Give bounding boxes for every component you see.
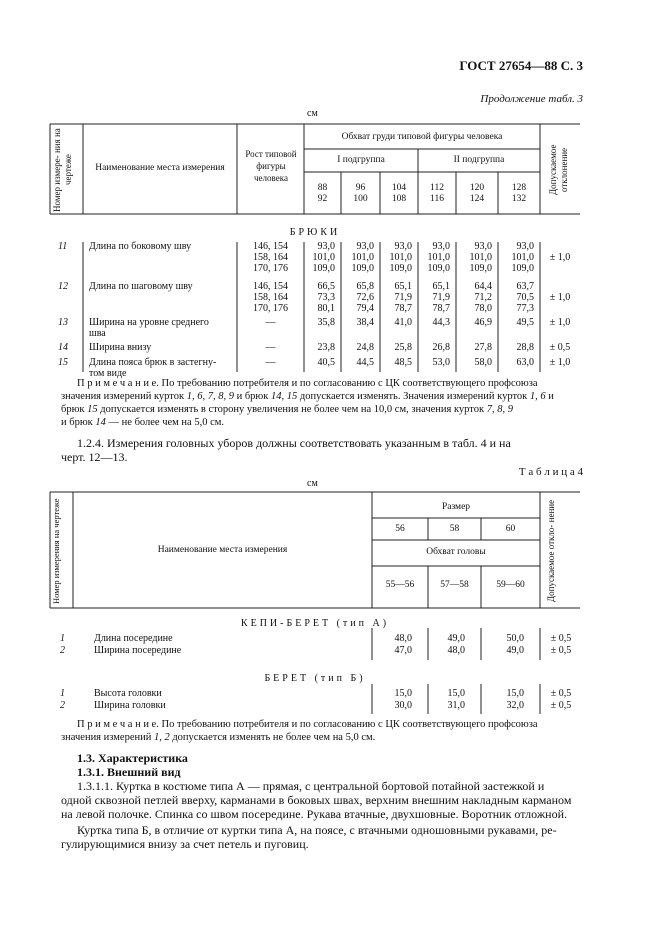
- table3-row-height: 158, 164: [253, 252, 288, 263]
- table3-cell: 109,0: [312, 263, 335, 274]
- para-1-2-4-line1: 1.2.4. Измерения головных уборов должны соответствовать указанным в табл. 4 и на: [77, 436, 511, 450]
- table4-row-tolerance: ± 0,5: [550, 688, 572, 699]
- table3-cell: 79,4: [356, 303, 374, 314]
- table3-cell: 44,5: [356, 357, 374, 368]
- note2: [61, 718, 583, 744]
- note1-text: допускается изменять в сторону увеличения не более чем на 10,0 см, значения курток: [97, 404, 487, 415]
- note2-ref: 1, 2: [153, 732, 170, 743]
- table4-col-head: Обхват головы: [426, 547, 486, 557]
- table3-cell: 27,8: [474, 342, 492, 353]
- paragraph-line: на левой полочке. Спинка со швом посередине. Рукава втачные, двухшовные. Воротник отложной.: [61, 807, 568, 821]
- table3-row-height: —: [265, 357, 276, 368]
- note1-lead: П р и м е ч а н и е.: [77, 378, 159, 389]
- table3-row-number: 11: [58, 241, 68, 252]
- table3-cell: 109,0: [427, 263, 450, 274]
- table3-row-name: Длина пояса брюк в застегну-: [89, 357, 217, 368]
- table3-col-name: Наименование места измерения: [95, 163, 225, 173]
- note1-text: и брюк: [61, 417, 96, 428]
- table4-cell: 49,0: [447, 633, 465, 644]
- table3-row-tolerance: ± 0,5: [549, 342, 571, 353]
- table3-size-label: 104: [391, 183, 407, 193]
- table3-cell: 93,0: [474, 241, 492, 252]
- table3-cell: 38,4: [356, 317, 374, 328]
- note1-ref: 1, 6, 7, 8, 9: [186, 391, 234, 402]
- paragraph-line: гулирующимися внизу за счет петель и пуговиц.: [61, 837, 309, 851]
- paragraph-line: одной сквозной петлей вверху, карманами в боковых швах, верхним внешним накладным карманом: [61, 793, 572, 807]
- table3-cell: 93,0: [432, 241, 450, 252]
- table4-cell: 32,0: [506, 700, 524, 711]
- page-header: ГОСТ 27654—88 С. 3: [459, 58, 583, 73]
- table3-cell: 77,3: [516, 303, 534, 314]
- table3-cell: 65,8: [356, 281, 374, 292]
- table4-range-label: 59—60: [496, 580, 525, 590]
- table3-cell: 101,0: [469, 252, 492, 263]
- note1: [61, 377, 583, 429]
- note1-text: значения измерений курток: [61, 391, 187, 402]
- table3-row-tolerance: ± 1,0: [549, 357, 571, 368]
- table3-cell: 26,8: [432, 342, 450, 353]
- table3-cell: 101,0: [511, 252, 534, 263]
- table4-row-number: 2: [60, 645, 65, 656]
- note1-text: и брюк: [233, 391, 271, 402]
- table3-row-tolerance: ± 1,0: [549, 292, 571, 303]
- table3-col-chest: Обхват груди типовой фигуры человека: [341, 132, 503, 142]
- table4-col-tolerance: Допускаемое откло- нение: [546, 499, 556, 603]
- table3-size-label: 124: [469, 194, 485, 204]
- table3-cell: 109,0: [469, 263, 492, 274]
- table3-cell: 78,0: [474, 303, 492, 314]
- table4-title: Т а б л и ц а 4: [518, 466, 583, 478]
- table3-cell: 80,1: [317, 303, 335, 314]
- table3-row-height: 170, 176: [253, 303, 288, 314]
- section-1-3-1-heading: 1.3.1. Внешний вид: [77, 765, 181, 779]
- unit-label: см: [307, 108, 318, 119]
- table3-cell: 93,0: [356, 241, 374, 252]
- table3-row-number: 13: [58, 317, 68, 328]
- table3-size-label: 108: [391, 194, 407, 204]
- table3-row-number: 14: [58, 342, 68, 353]
- note1-text: допускается изменять. Значения измерений курток: [297, 391, 530, 402]
- table3-cell: 46,9: [474, 317, 492, 328]
- table4-section-title: БЕРЕТ (тип Б): [264, 673, 366, 684]
- table4-cell: 50,0: [506, 633, 524, 644]
- note1-text: — не более чем на 5,0 см.: [105, 417, 225, 428]
- table4-range-label: 55—56: [385, 580, 415, 590]
- table3-size-label: 100: [353, 194, 368, 204]
- table3-row-height: —: [265, 317, 276, 328]
- paragraph-line: Куртка типа Б, в отличие от куртки типа А, на поясе, с втачными одношовными рукавами, ре-: [77, 823, 557, 837]
- table4-row-name: Длина посередине: [94, 633, 173, 644]
- table3-row-name: том виде: [89, 368, 127, 379]
- note1-ref: 1, 6: [529, 391, 546, 402]
- note2-text: значения измерений: [61, 732, 154, 743]
- table3-cell: 41,0: [394, 317, 412, 328]
- table3-row-name: Ширина на уровне среднего: [89, 317, 209, 328]
- table4-cell: 15,0: [506, 688, 524, 699]
- paragraph-line: 1.3.1.1. Куртка в костюме типа А — прямая, с центральной бортовой потайной застежкой и: [77, 779, 545, 793]
- table3-cell: 73,3: [317, 292, 335, 303]
- table4-col-name: Наименование места измерения: [157, 545, 288, 555]
- table3-size-label: 88: [317, 183, 328, 193]
- table3-size-label: 132: [511, 194, 527, 204]
- table4-row-number: 1: [60, 688, 65, 699]
- table3-cell: 63,7: [516, 281, 534, 292]
- table3-cell: 72,6: [356, 292, 374, 303]
- table3-cell: 101,0: [312, 252, 335, 263]
- table4-col-number: Номер измерения на чертеже: [51, 498, 61, 604]
- table3-group1: I подгруппа: [337, 155, 385, 165]
- table3-row-tolerance: ± 1,0: [549, 317, 571, 328]
- table3-size-label: 128: [511, 183, 527, 193]
- table3-cell: 65,1: [394, 281, 412, 292]
- table4-row-tolerance: ± 0,5: [550, 700, 572, 711]
- table3-cell: 109,0: [511, 263, 534, 274]
- table3-cell: 58,0: [474, 357, 492, 368]
- table4-size-label: 56: [395, 524, 405, 534]
- table3-cell: 71,9: [394, 292, 412, 303]
- table3-col-number: Номер измере- ния на чертеже: [52, 128, 73, 212]
- para-1-2-4-line2: черт. 12—13.: [61, 450, 128, 464]
- table3-row-name: шва: [89, 328, 106, 339]
- table4-cell: 47,0: [394, 645, 412, 656]
- table3-cell: 25,8: [394, 342, 412, 353]
- paragraph-type-b: [61, 823, 583, 851]
- table3-cell: 40,5: [317, 357, 335, 368]
- table3-cell: 28,8: [516, 342, 534, 353]
- table4-col-size: Размер: [441, 502, 471, 512]
- table3-cell: 101,0: [427, 252, 450, 263]
- note2-text: допускается изменять не более чем на 5,0 см.: [169, 732, 376, 743]
- table3-cell: 70,5: [516, 292, 534, 303]
- table4-section-title: КЕПИ-БЕРЕТ (тип А): [240, 618, 390, 629]
- table4-cell: 15,0: [447, 688, 465, 699]
- table4-cell: 48,0: [447, 645, 465, 656]
- table4-size-label: 60: [505, 524, 516, 534]
- table3-cell: 65,1: [432, 281, 450, 292]
- note1-ref: 15: [87, 404, 98, 415]
- table3-cell: 24,8: [356, 342, 374, 353]
- note1-ref: 7, 8, 9: [486, 404, 513, 415]
- table3-cell: 93,0: [317, 241, 335, 252]
- table-continuation-label: Продолжение табл. 3: [480, 93, 583, 105]
- table3-size-label: 120: [469, 183, 485, 193]
- table4-cell: 48,0: [394, 633, 412, 644]
- table4-row-tolerance: ± 0,5: [550, 633, 572, 644]
- table3-cell: 78,7: [394, 303, 412, 314]
- note2-lead: П р и м е ч а н и е.: [77, 719, 159, 730]
- table3-col-tolerance: Допускаемое отклонение: [548, 144, 569, 196]
- table4-row-name: Ширина посередине: [94, 645, 182, 656]
- table4-row-name: Ширина головки: [94, 700, 166, 711]
- table3-row-height: 146, 154: [253, 281, 288, 292]
- table4-row-name: Высота головки: [94, 688, 162, 699]
- table3-row-tolerance: ± 1,0: [549, 252, 571, 263]
- table3-cell: 63,0: [516, 357, 534, 368]
- table4-row-number: 2: [60, 700, 65, 711]
- note1-line1: По требованию потребителя и по согласованию с ЦК соответствующего профсоюза: [158, 378, 538, 389]
- table4-size-label: 58: [449, 524, 460, 534]
- table3-row-number: 15: [58, 357, 68, 368]
- table4-cell: 31,0: [447, 700, 465, 711]
- table3-cell: 101,0: [351, 252, 374, 263]
- section-1-3-heading: 1.3. Характеристика: [77, 751, 188, 765]
- note2-line1: По требованию потребителя и по согласованию с ЦК соответствующего профсоюза: [158, 719, 538, 730]
- table3-cell: 23,8: [317, 342, 335, 353]
- table3-row-height: 170, 176: [253, 263, 288, 274]
- table4-range-label: 57—58: [440, 580, 469, 590]
- table3-row-name: Длина по боковому шву: [89, 241, 192, 252]
- table3-cell: 64,4: [474, 281, 492, 292]
- table3-row-name: Ширина внизу: [89, 342, 152, 353]
- table3-size-label: 116: [430, 194, 444, 204]
- table3-section-title: БРЮКИ: [289, 227, 341, 238]
- table3-row-height: 146, 154: [253, 241, 288, 252]
- table3-cell: 101,0: [389, 252, 412, 263]
- table3-cell: 78,7: [432, 303, 450, 314]
- table3-cell: 71,9: [432, 292, 450, 303]
- note1-text: брюк: [61, 404, 88, 415]
- table3-row-height: 158, 164: [253, 292, 288, 303]
- table3-row-height: —: [265, 342, 276, 353]
- note1-text: и: [545, 391, 554, 402]
- table3-cell: 93,0: [394, 241, 412, 252]
- table3-row-name: Длина по шаговому шву: [89, 281, 193, 292]
- table3-cell: 66,5: [317, 281, 335, 292]
- table3-size-label: 92: [317, 194, 328, 204]
- table3-cell: 71,2: [474, 292, 492, 303]
- para-1-2-4: [61, 436, 583, 464]
- table3-cell: 109,0: [389, 263, 412, 274]
- table3-cell: 49,5: [516, 317, 534, 328]
- table3-cell: 35,8: [317, 317, 335, 328]
- table3-cell: 48,5: [394, 357, 412, 368]
- table3-size-label: 112: [430, 183, 444, 193]
- table3-cell: 53,0: [432, 357, 450, 368]
- note1-ref: 14, 15: [271, 391, 298, 402]
- table4-cell: 15,0: [394, 688, 412, 699]
- table4-cell: 30,0: [394, 700, 412, 711]
- table3-size-label: 96: [355, 183, 366, 193]
- table3-group2: II подгруппа: [453, 155, 505, 165]
- table3-cell: 44,3: [432, 317, 450, 328]
- table3-col-height: Рост типовой фигуры человека: [245, 149, 297, 183]
- table3-cell: 109,0: [351, 263, 374, 274]
- table4-row-tolerance: ± 0,5: [550, 645, 572, 656]
- paragraph-1-3-1-1: [61, 779, 583, 821]
- table3-row-number: 12: [58, 281, 68, 292]
- table4-unit: см: [307, 478, 318, 489]
- table4-row-number: 1: [60, 633, 65, 644]
- table4-cell: 49,0: [506, 645, 524, 656]
- table3-cell: 93,0: [516, 241, 534, 252]
- note1-ref: 14: [95, 417, 106, 428]
